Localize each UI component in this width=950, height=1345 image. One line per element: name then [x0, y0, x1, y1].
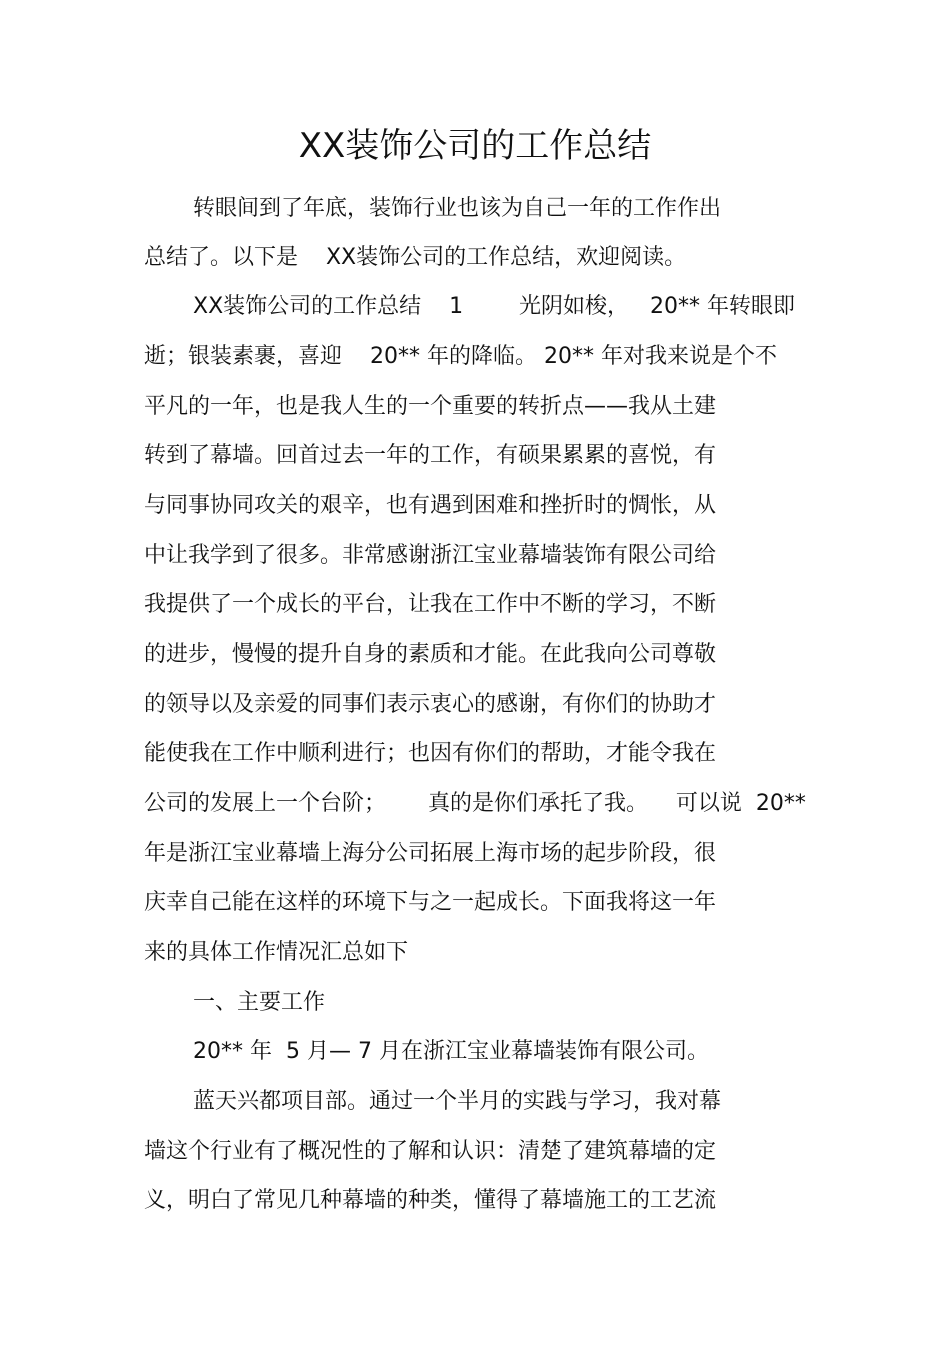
- paragraph-line: 义，明白了常见几种幕墙的种类，懂得了幕墙施工的工艺流: [144, 1188, 717, 1213]
- paragraph-line: 的领导以及亲爱的同事们表示衷心的感谢，有你们的协助才: [144, 692, 717, 717]
- paragraph-line: 的进步，慢慢的提升自身的素质和才能。在此我向公司尊敬: [144, 642, 717, 667]
- paragraph-line: 逝；银装素裹，喜迎 20** 年的降临。 20** 年对我来说是个不: [144, 344, 777, 369]
- paragraph-line: 庆幸自己能在这样的环境下与之一起成长。下面我将这一年: [144, 890, 717, 915]
- paragraph-line: XX装饰公司的工作总结 1 光阴如梭， 20** 年转眼即: [193, 294, 796, 319]
- section-heading: 一、主要工作: [193, 990, 326, 1015]
- paragraph-line: 平凡的一年，也是我人生的一个重要的转折点——我从土建: [144, 394, 717, 419]
- paragraph-line: 能使我在工作中顺利进行；也因有你们的帮助，才能令我在: [144, 741, 717, 766]
- paragraph-line: 转到了幕墙。回首过去一年的工作，有硕果累累的喜悦，有: [144, 443, 717, 468]
- paragraph-line: 年是浙江宝业幕墙上海分公司拓展上海市场的起步阶段，很: [144, 841, 717, 866]
- paragraph-line: 20** 年 5 月— 7 月在浙江宝业幕墙装饰有限公司。: [193, 1039, 709, 1064]
- document-title: XX装饰公司的工作总结: [298, 126, 652, 166]
- paragraph-line: 公司的发展上一个台阶； 真的是你们承托了我。 可以说 20**: [144, 791, 806, 816]
- paragraph-line: 转眼间到了年底，装饰行业也该为自己一年的工作作出: [193, 196, 722, 221]
- paragraph-line: 墙这个行业有了概况性的了解和认识：清楚了建筑幕墙的定: [144, 1139, 717, 1164]
- paragraph-line: 总结了。以下是 XX装饰公司的工作总结，欢迎阅读。: [144, 245, 687, 270]
- paragraph-line: 蓝天兴都项目部。通过一个半月的实践与学习，我对幕: [193, 1089, 722, 1114]
- paragraph-line: 来的具体工作情况汇总如下: [144, 940, 409, 965]
- paragraph-line: 我提供了一个成长的平台，让我在工作中不断的学习，不断: [144, 592, 717, 617]
- paragraph-line: 与同事协同攻关的艰辛，也有遇到困难和挫折时的惆怅，从: [144, 493, 717, 518]
- paragraph-line: 中让我学到了很多。非常感谢浙江宝业幕墙装饰有限公司给: [144, 543, 717, 568]
